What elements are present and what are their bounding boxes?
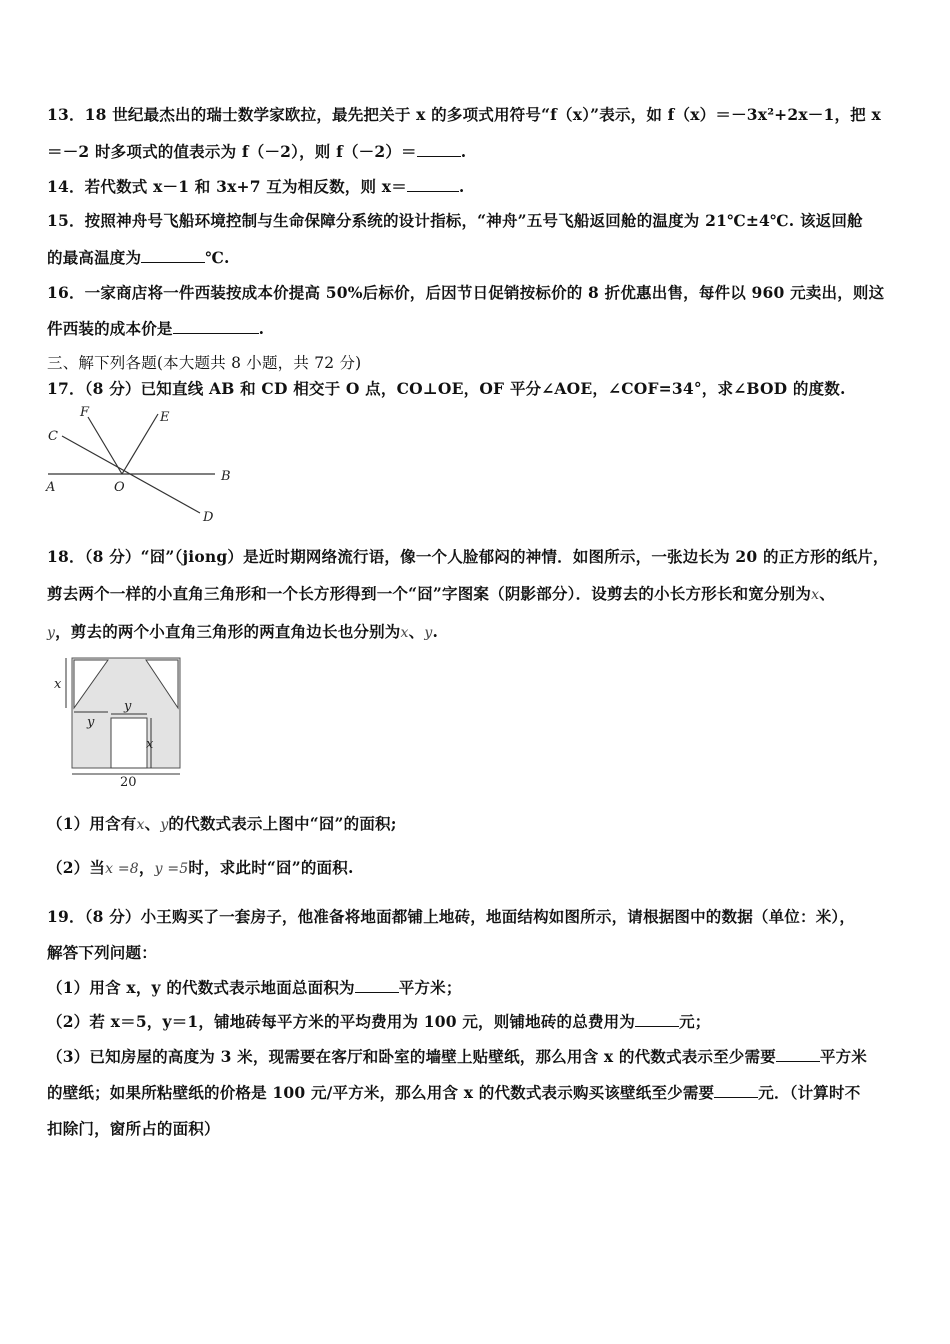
q19-line2: 解答下列问题： — [47, 943, 157, 962]
q19-sub1 — [47, 976, 462, 998]
q17-diagram — [40, 400, 240, 530]
q18-line2-text: 剪去两个一样的小直角三角形和一个长方形得到一个“囧”字图案（阴影部分）．设剪去的小长方形长和宽分别为 — [47, 584, 812, 603]
q19-sub3b-text: 的壁纸；如果所粘壁纸的价格是 100 元/平方米，那么用含 x 的代数式表示购买该壁纸至少需要 — [47, 1083, 715, 1102]
q14-text: 14．若代数式 x－1 和 3x+7 互为相反数，则 x＝ — [47, 177, 407, 196]
q17-text: 17．（8 分）已知直线 AB 和 CD 相交于 O 点，CO⊥OE，OF 平分∠AOE，∠COF=34°，求∠BOD 的度数. — [47, 379, 846, 398]
q13-line2 — [47, 140, 466, 162]
q19-sub2-blank[interactable] — [635, 1011, 679, 1027]
var-x: x — [136, 817, 145, 833]
var-y: y — [47, 625, 56, 641]
eq-y: y =5 — [154, 861, 189, 877]
q18-sub2 — [47, 856, 354, 878]
q13-line2-text: ＝－2 时多项式的值表示为 f（－2），则 f（－2）＝ — [47, 142, 417, 161]
q18-sub1-sep: 、 — [144, 814, 161, 833]
q19-sub3-blank[interactable] — [776, 1046, 820, 1062]
q18-sub1 — [47, 812, 397, 834]
label-o: O — [114, 480, 125, 495]
q13-line1: 13．18 世纪最杰出的瑞士数学家欧拉，最先把关于 x 的多项式用符号“f（x）”表示，如 f（x）＝－3x²+2x－1，把 x — [47, 105, 881, 124]
q14-line — [47, 175, 465, 197]
q19-sub3b-blank[interactable] — [714, 1082, 758, 1098]
q16-line2-text: 件西装的成本价是 — [47, 319, 173, 338]
q19-sub3b-end: 元．（计算时不 — [758, 1083, 861, 1102]
cut-rectangle — [111, 718, 147, 768]
var-y: y — [424, 625, 433, 641]
q18-line3-sep: 、 — [408, 622, 425, 641]
q15-answer-blank[interactable] — [141, 247, 205, 263]
dim-label-y-left: y — [87, 715, 95, 730]
q18-diagram — [50, 652, 190, 792]
q13-line2-end: . — [460, 142, 467, 161]
dim-label-side: 20 — [120, 775, 137, 790]
q16-line2 — [47, 317, 264, 339]
q18-sub2-end: 时，求此时“囧”的面积. — [188, 858, 354, 877]
q16-answer-blank[interactable] — [173, 318, 259, 334]
label-d: D — [203, 510, 214, 525]
label-c: C — [48, 429, 58, 444]
label-a: A — [46, 480, 56, 495]
q18-line2 — [47, 582, 835, 604]
q19-line1: 19．（8 分）小王购买了一套房子，他准备将地面都铺上地砖，地面结构如图所示，请根据图中的数据（单位：米）， — [47, 907, 856, 926]
q15-line1: 15．按照神舟号飞船环境控制与生命保障分系统的设计指标，“神舟”五号飞船返回舱的温度为 21℃±4℃. 该返回舱 — [47, 211, 863, 230]
label-f: F — [80, 405, 90, 420]
q15-line2 — [47, 246, 230, 268]
q15-line2-text: 的最高温度为 — [47, 248, 142, 267]
q18-line1: 18．（8 分）“囧”（jiong）是近时期网络流行语，像一个人脸郁闷的神情．如图所示，一张边长为 20 的正方形的纸片， — [47, 547, 889, 566]
var-x: x — [400, 625, 409, 641]
q15-line2-end: ℃. — [205, 248, 230, 267]
ray-oe — [122, 414, 158, 474]
eq-x: x =8 — [105, 861, 139, 877]
q19-sub2-text: （2）若 x＝5，y＝1，铺地砖每平方米的平均费用为 100 元，则铺地砖的总费用为 — [47, 1012, 636, 1031]
var-y: y — [160, 817, 169, 833]
q16-line2-end: . — [258, 319, 265, 338]
label-b: B — [221, 469, 231, 484]
q16-line1: 16．一家商店将一件西装按成本价提高 50%后标价，后因节日促销按标价的 8 折优惠出售，每件以 960 元卖出，则这 — [47, 283, 885, 302]
label-e: E — [160, 410, 170, 425]
q18-sub1-end: 的代数式表示上图中“囧”的面积; — [168, 814, 397, 833]
q19-sub1-end: 平方米； — [398, 978, 462, 997]
q19-sub3-text: （3）已知房屋的高度为 3 米，现需要在客厅和卧室的墙壁上贴壁纸，那么用含 x 的代数式表示至少需要 — [47, 1047, 776, 1066]
q18-sub2-sep: ， — [138, 858, 155, 877]
q18-line3-end: . — [432, 622, 439, 641]
q19-sub1-blank[interactable] — [355, 977, 399, 993]
q19-sub1-text: （1）用含 x，y 的代数式表示地面总面积为 — [47, 978, 355, 997]
ray-of — [88, 417, 122, 474]
q19-sub3 — [47, 1045, 867, 1067]
q13-answer-blank[interactable] — [417, 141, 461, 157]
q18-line3-text: ，剪去的两个小直角三角形的两直角边长也分别为 — [55, 622, 401, 641]
q14-answer-blank[interactable] — [407, 176, 459, 192]
q19-sub2-end: 元； — [679, 1012, 711, 1031]
q14-end: . — [458, 177, 465, 196]
q19-sub3-end: 平方米 — [819, 1047, 868, 1066]
q18-sub1-text: （1）用含有 — [47, 814, 137, 833]
dim-label-y-mid: y — [124, 699, 132, 714]
q18-sub2-text: （2）当 — [47, 858, 106, 877]
q18-line2-sep: 、 — [819, 584, 835, 603]
q18-line3 — [47, 620, 438, 642]
dim-label-x-mid: x — [146, 737, 154, 752]
section-heading: 三、解下列各题(本大题共 8 小题，共 72 分) — [47, 354, 362, 372]
dim-label-x-left: x — [54, 677, 62, 692]
q19-sub3b — [47, 1081, 860, 1103]
q19-sub2 — [47, 1010, 710, 1032]
var-x: x — [811, 587, 820, 603]
q19-sub3c: 扣除门，窗所占的面积） — [47, 1119, 220, 1138]
